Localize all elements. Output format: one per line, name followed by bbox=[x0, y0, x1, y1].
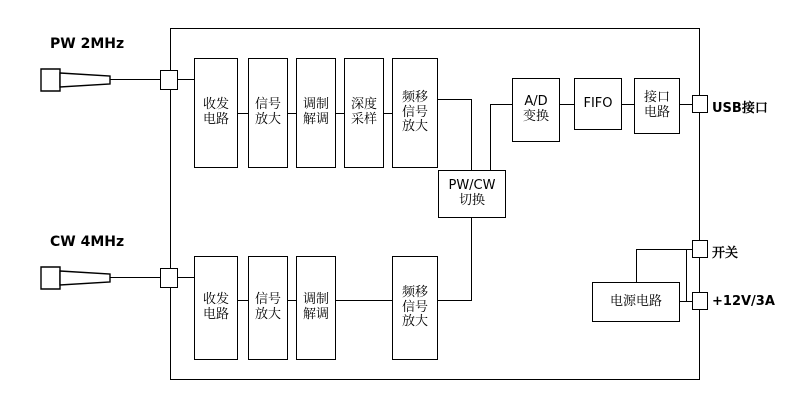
pw-connector bbox=[160, 70, 178, 90]
block-pw-trx: 收发 电路 bbox=[194, 58, 238, 168]
cw-shift-up-wire bbox=[471, 218, 472, 300]
pw-shift-down-wire bbox=[471, 99, 472, 171]
block-pw-mod: 调制 解调 bbox=[296, 58, 336, 168]
block-pw-amp: 信号 放大 bbox=[248, 58, 288, 168]
power-rail-vertical bbox=[686, 249, 687, 301]
power-input-terminal bbox=[692, 292, 708, 310]
switch-top-riser bbox=[490, 104, 491, 170]
adc-to-fifo-wire bbox=[560, 104, 574, 105]
block-adc: A/D 变换 bbox=[512, 78, 560, 142]
cw-input-label: CW 4MHz bbox=[50, 234, 125, 250]
pw-mod-to-depth-wire bbox=[336, 113, 344, 114]
power-input-label: +12V/3A bbox=[712, 294, 775, 309]
usb-port-label: USB接口 bbox=[712, 101, 768, 116]
pw-probe-wire bbox=[110, 79, 162, 80]
switch-to-power-supply-wire bbox=[636, 249, 637, 282]
block-pwcw-switch: PW/CW 切换 bbox=[438, 170, 506, 218]
cw-connector-to-trx-wire bbox=[178, 277, 194, 278]
fifo-to-interface-wire bbox=[622, 104, 634, 105]
pw-input-label: PW 2MHz bbox=[50, 36, 125, 52]
switch-terminal-wire bbox=[636, 249, 692, 250]
power-switch-label: 开关 bbox=[712, 246, 739, 261]
pw-amp-to-mod-wire bbox=[288, 113, 296, 114]
block-cw-mod: 调制 解调 bbox=[296, 256, 336, 360]
usb-port-terminal bbox=[692, 95, 708, 113]
block-pw-depth-sampling: 深度 采样 bbox=[344, 58, 384, 168]
power-switch-terminal bbox=[692, 240, 708, 258]
pw-trx-to-amp-wire bbox=[238, 113, 248, 114]
cw-probe-wire bbox=[110, 277, 162, 278]
block-fifo: FIFO bbox=[574, 78, 622, 130]
cw-transducer-icon bbox=[40, 262, 112, 294]
cw-connector bbox=[160, 268, 178, 288]
cw-trx-to-amp-wire bbox=[238, 300, 248, 301]
block-cw-amp: 信号 放大 bbox=[248, 256, 288, 360]
switch-riser-to-adc bbox=[490, 104, 512, 105]
cw-mod-to-shift-wire bbox=[336, 300, 392, 301]
block-cw-trx: 收发 电路 bbox=[194, 256, 238, 360]
pw-transducer-icon bbox=[40, 64, 112, 96]
block-pw-shift-amp: 频移 信号 放大 bbox=[392, 58, 438, 168]
pw-connector-to-trx-wire bbox=[178, 79, 194, 80]
cw-shift-out-wire bbox=[438, 300, 472, 301]
pw-shift-out-wire bbox=[438, 99, 472, 100]
pw-depth-to-shift-wire bbox=[384, 113, 392, 114]
block-power-supply: 电源电路 bbox=[592, 282, 680, 322]
block-interface-circuit: 接口 电路 bbox=[634, 78, 680, 134]
power-input-wire bbox=[680, 301, 692, 302]
block-cw-shift-amp: 频移 信号 放大 bbox=[392, 256, 438, 360]
cw-amp-to-mod-wire bbox=[288, 300, 296, 301]
